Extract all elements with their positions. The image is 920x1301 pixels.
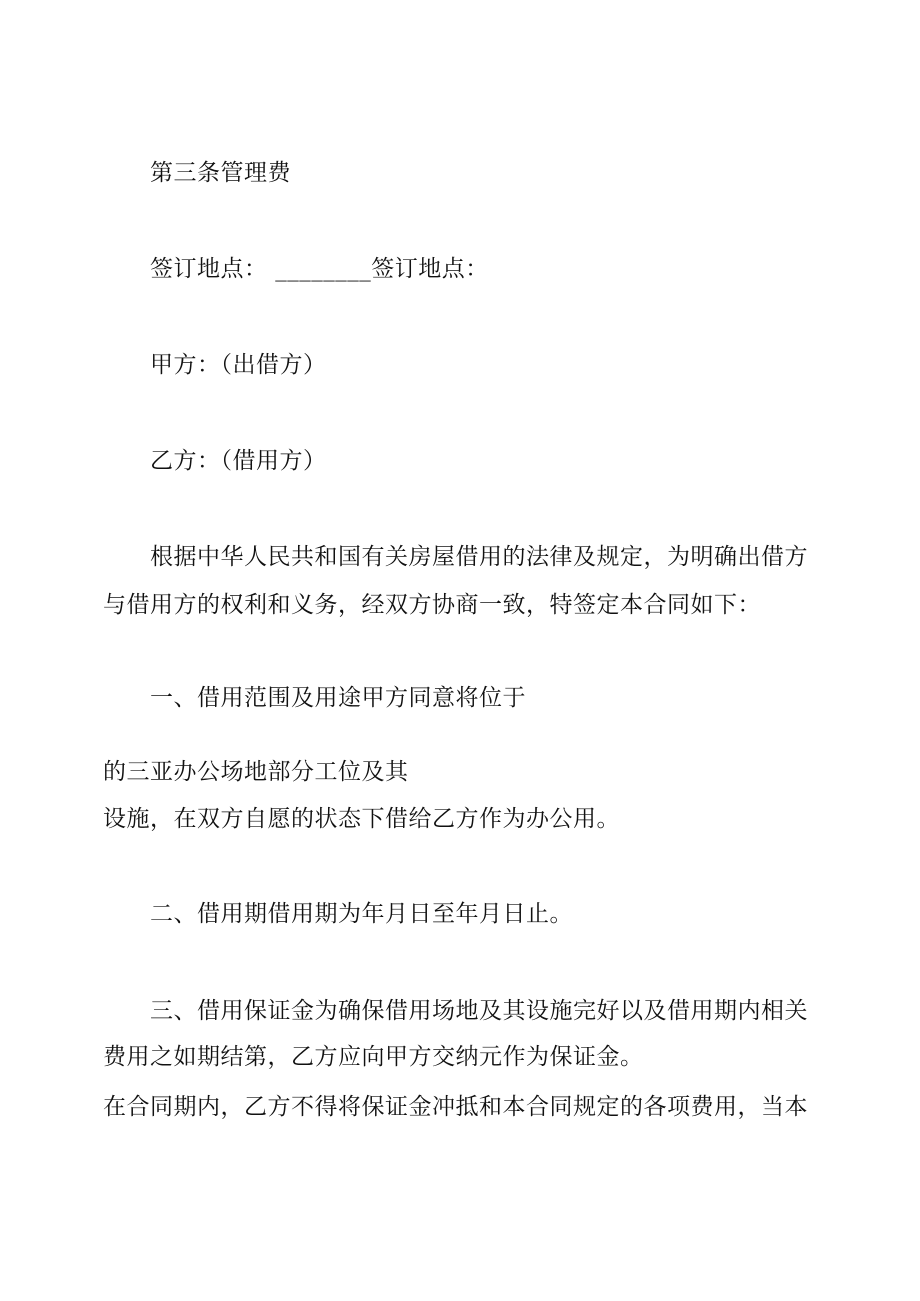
party-a-line: 甲方：（出借方） [150, 352, 327, 378]
preamble-line-2: 与借用方的权利和义务，经双方协商一致，特签定本合同如下： [103, 592, 761, 618]
party-b-line: 乙方：（借用方） [150, 448, 327, 474]
clause-one-line-3: 设施，在双方自愿的状态下借给乙方作为办公用。 [103, 806, 620, 832]
clause-three-line-2: 费用之如期结第，乙方应向甲方交纳元作为保证金。 [103, 1044, 644, 1070]
clause-one-line-2: 的三亚办公场地部分工位及其 [103, 759, 409, 785]
signing-location-line: 签订地点： ________签订地点： [150, 256, 489, 282]
preamble-line-1: 根据中华人民共和国有关房屋借用的法律及规定，为明确出借方 [150, 544, 808, 570]
clause-three-line-1: 三、借用保证金为确保借用场地及其设施完好以及借用期内相关 [150, 998, 808, 1024]
clause-one-line-1: 一、借用范围及用途甲方同意将位于 [150, 685, 526, 711]
clause-three-line-3: 在合同期内，乙方不得将保证金冲抵和本合同规定的各项费用，当本 [103, 1094, 808, 1120]
clause-two-line: 二、借用期借用期为年月日至年月日止。 [150, 901, 573, 927]
article-three-heading: 第三条管理费 [150, 160, 291, 186]
